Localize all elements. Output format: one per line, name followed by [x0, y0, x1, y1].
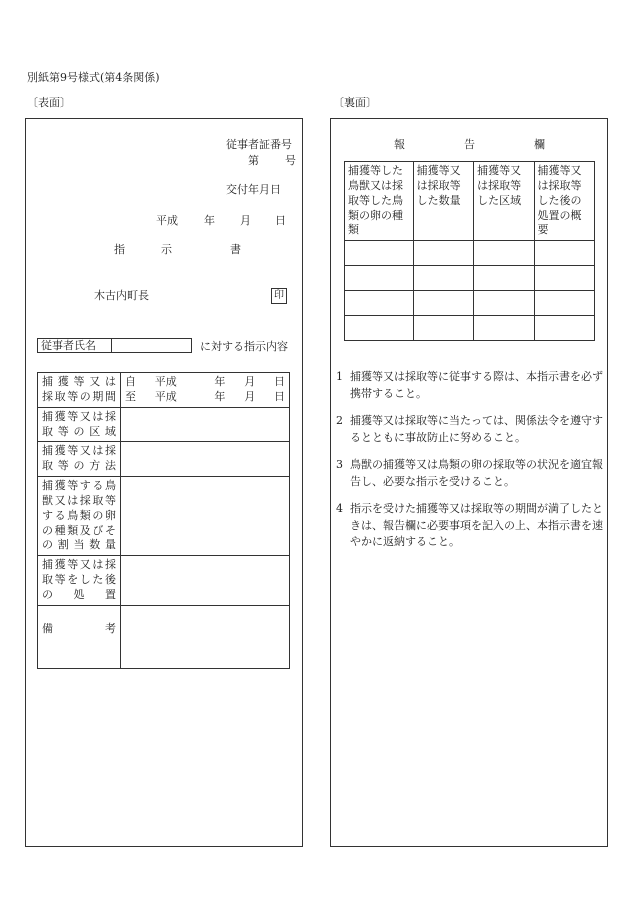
report-col-disposal: 捕獲等又は採取等した後の処置の概要	[534, 162, 594, 241]
form-title: 別紙第9号様式(第4条関係)	[27, 71, 160, 84]
cert-dai: 第	[248, 154, 259, 167]
report-row	[345, 266, 595, 291]
disposal-value	[121, 556, 290, 606]
instruction-table	[37, 372, 290, 669]
period-row	[38, 373, 290, 408]
method-row	[38, 442, 290, 477]
issue-date-label: 交付年月日	[226, 183, 281, 196]
method-value	[121, 442, 290, 477]
back-panel	[330, 118, 608, 847]
doc-title-char-2: 示	[161, 243, 172, 256]
note-item: 2 捕獲等又は採取等に当たっては、関係法令を遵守するとともに事故防止に努めること。	[336, 414, 603, 444]
remarks-label: 備考	[38, 605, 121, 668]
period-value	[121, 373, 290, 408]
doc-title-char-1: 指	[114, 243, 125, 256]
disposal-label: 捕獲等又は採取等をした後の処置	[38, 556, 121, 606]
period-label: 捕獲等又は 採取等の期間	[38, 373, 121, 408]
area-label: 捕獲等又は採取等の区域	[38, 407, 121, 442]
issue-era: 平成	[156, 214, 178, 227]
report-col-species: 捕獲等した鳥獣又は採取等した鳥類の卵の種類	[345, 162, 414, 241]
worker-name-label: 従事者氏名	[38, 339, 112, 352]
front-side-label: 〔表面〕	[27, 96, 71, 109]
issuer-name: 木古内町長	[94, 289, 149, 302]
period-from: 自 平成 年 月 日	[125, 375, 285, 388]
note-item: 4 指示を受けた捕獲等又は採取等の期間が満了したときは、報告欄に必要事項を記入の上、本指示書を速やかに返納すること。	[336, 502, 603, 548]
instruction-suffix: に対する指示内容	[200, 340, 288, 353]
back-side-label: 〔裏面〕	[333, 96, 377, 109]
report-col-quantity: 捕獲等又は採取等した数量	[413, 162, 473, 241]
report-row	[345, 241, 595, 266]
report-row	[345, 316, 595, 341]
cert-number-label: 従事者証番号	[226, 138, 292, 151]
disposal-row	[38, 556, 290, 606]
seal-mark: 印	[271, 288, 287, 304]
note-item: 3 鳥獣の捕獲等又は鳥類の卵の採取等の状況を適宜報告し、必要な指示を受けること。	[336, 458, 603, 488]
species-row	[38, 477, 290, 556]
remarks-value	[121, 605, 290, 668]
front-panel	[25, 118, 303, 847]
issue-day: 日	[275, 214, 286, 227]
issue-year: 年	[204, 214, 215, 227]
area-row	[38, 407, 290, 442]
worker-name-field	[37, 338, 192, 353]
issue-month: 月	[240, 214, 251, 227]
notes-list	[336, 369, 604, 562]
report-col-area: 捕獲等又は採取等した区域	[474, 162, 534, 241]
species-value	[121, 477, 290, 556]
area-value	[121, 407, 290, 442]
remarks-row	[38, 605, 290, 668]
report-row	[345, 291, 595, 316]
report-table	[344, 161, 595, 341]
report-title: 報 告 欄	[394, 138, 545, 151]
note-item: 1 捕獲等又は採取等に従事する際は、本指示書を必ず携帯すること。	[336, 370, 603, 400]
cert-go: 号	[285, 154, 296, 167]
report-header-row	[345, 162, 595, 241]
period-to: 至 平成 年 月 日	[125, 389, 285, 403]
species-label: 捕獲等する鳥獣又は採取等する鳥類の卵の種類及びその割当数量	[38, 477, 121, 556]
method-label: 捕獲等又は採取等の方法	[38, 442, 121, 477]
doc-title-char-3: 書	[230, 243, 241, 256]
